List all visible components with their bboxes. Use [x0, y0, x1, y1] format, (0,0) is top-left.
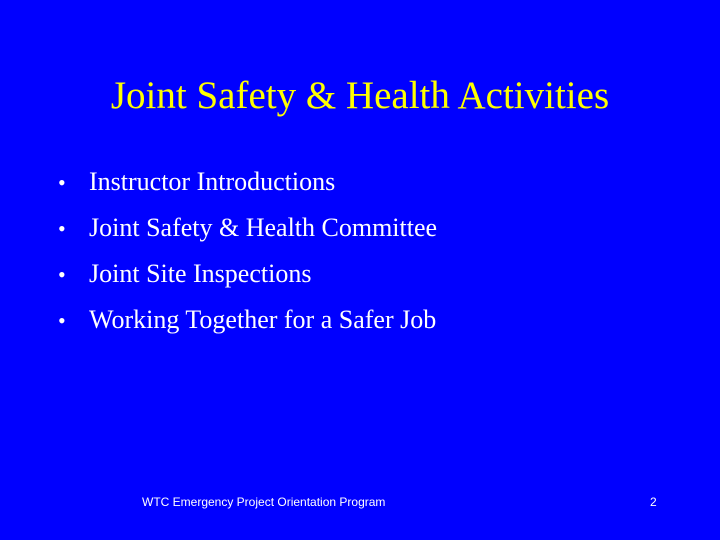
footer-program-name: WTC Emergency Project Orientation Program	[142, 495, 386, 509]
bullet-text: Instructor Introductions	[89, 167, 336, 196]
bullet-icon: •	[58, 308, 66, 333]
bullet-text: Joint Safety & Health Committee	[89, 213, 438, 242]
bullet-text: Working Together for a Safer Job	[89, 305, 437, 334]
bullet-icon: •	[58, 262, 66, 287]
bullet-item-site-inspections	[58, 255, 437, 301]
bullet-item-instructor-introductions	[58, 163, 437, 209]
bullet-item-joint-committee	[58, 209, 437, 255]
bullet-icon: •	[58, 216, 66, 241]
page-number: 2	[650, 495, 657, 509]
bullet-item-working-together	[58, 301, 437, 347]
bullet-icon: •	[58, 170, 66, 195]
bullet-list	[58, 163, 437, 347]
bullet-text: Joint Site Inspections	[89, 259, 312, 288]
slide-title: Joint Safety & Health Activities	[110, 74, 610, 117]
